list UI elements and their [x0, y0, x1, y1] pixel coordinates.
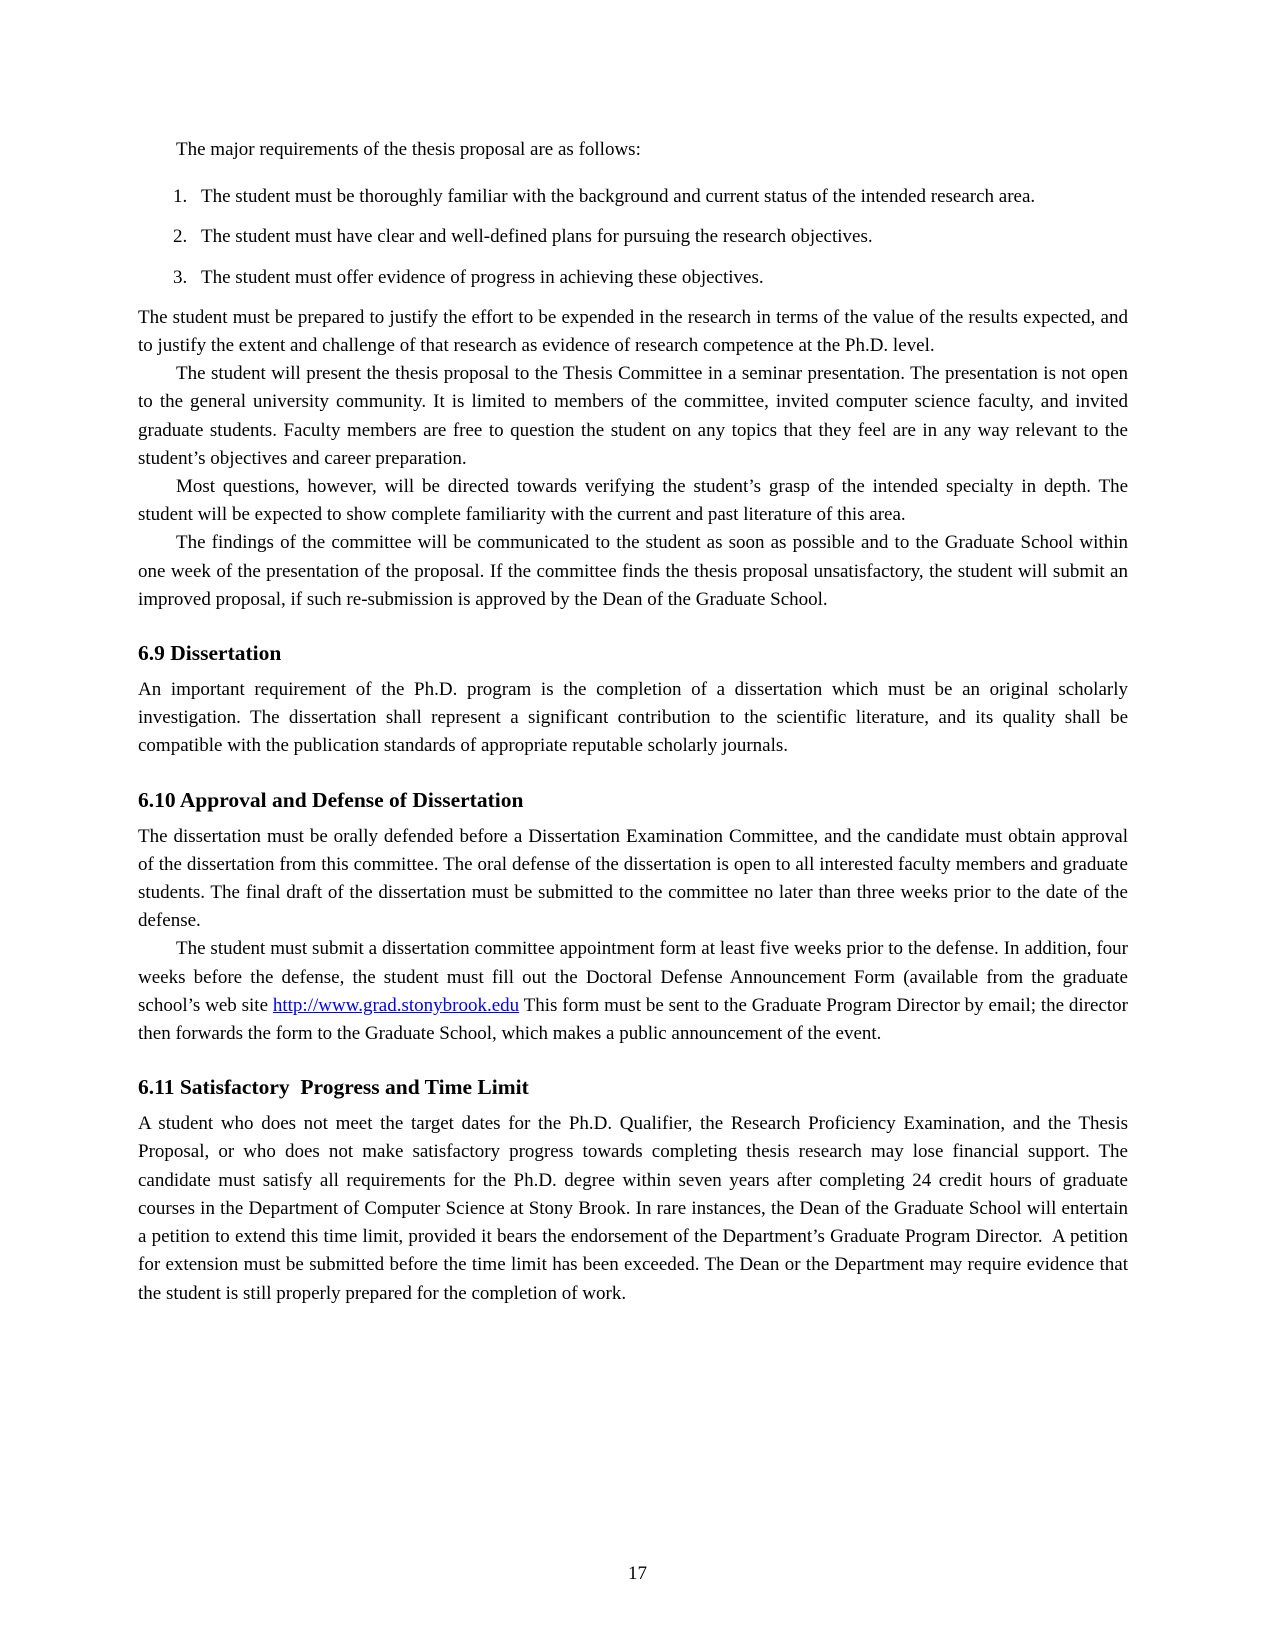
paragraph-satisfactory-progress: A student who does not meet the target dates for the Ph.D. Qualifier, the Research Proficiency Examination, and the Thesis Proposal, or who does not make satisfactory progress towards completing thesis research may lose financial support. The candidate must satisfy all requirements for the Ph.D. degree within seven years after completing 24 credit hours of graduate courses in the Department of Computer Science at Stony Brook. In rare instances, the Dean of the Graduate School will entertain a petition to extend this time limit, provided it bears the endorsement of the Department’s Graduate Program Director. A petition for extension must be submitted before the time limit has been exceeded. The Dean or the Department may require evidence that the student is still properly prepared for the completion of work. — [138, 1113, 1133, 1304]
section-6-10-approval-defense — [138, 785, 1133, 1049]
list-item — [138, 183, 1128, 211]
list-item-number: 2. — [173, 226, 188, 248]
section-heading-6-9: 6.9 Dissertation — [138, 641, 282, 666]
list-item-number: 3. — [173, 266, 188, 288]
grad-school-link[interactable]: http://www.grad.stonybrook.edu — [272, 994, 520, 1016]
intro-paragraph: The major requirements of the thesis proposal are as follows: — [176, 139, 641, 160]
list-item — [138, 223, 1128, 251]
section-6-9-dissertation — [138, 638, 1133, 761]
list-item — [138, 264, 1128, 292]
section-heading-6-10: 6.10 Approval and Defense of Dissertation — [138, 787, 524, 812]
paragraph-defense-announcement — [138, 935, 1133, 1048]
section-heading-6-11: 6.11 Satisfactory Progress and Time Limit — [138, 1075, 529, 1100]
page-content — [138, 136, 1133, 1308]
list-item-number: 1. — [173, 186, 188, 208]
thesis-proposal-requirements-list — [138, 183, 1128, 292]
paragraph-oral-defense: The dissertation must be orally defended before a Dissertation Examination Committee, and the candidate must obtain approval of the dissertation from this committee. The oral defense of the dissertation is open to all interested faculty members and graduate students. The final draft of the dissertation must be submitted to the committee no later than three weeks prior to the date of the defense. — [138, 825, 1133, 932]
paragraph-committee-findings: The findings of the committee will be communicated to the student as soon as possible and to the Graduate School within one week of the presentation of the proposal. If the committee finds the thesis proposal unsatisfactory, the student will submit an improved proposal, if such re-submission is approved by the Dean of the Graduate School. — [138, 532, 1133, 610]
paragraph-committee-questions: Most questions, however, will be directed towards verifying the student’s grasp of the intended specialty in depth. The student will be expected to show complete familiarity with the current and past literature of this area. — [138, 476, 1133, 526]
list-item-text: The student must offer evidence of progress in achieving these objectives. — [201, 266, 764, 288]
list-item-text: The student must be thoroughly familiar with the background and current status of the intended research area. — [201, 186, 1036, 208]
list-item-text: The student must have clear and well-defined plans for pursuing the research objectives. — [201, 226, 873, 248]
paragraph-text-after-link: This form must be sent to the Graduate Program Director by email; the director then forwards the form to the Graduate School, which makes a public announcement of the event. — [138, 994, 1133, 1045]
section-6-11-progress-time-limit — [138, 1072, 1133, 1307]
paragraph-dissertation-requirement: An important requirement of the Ph.D. program is the completion of a dissertation which must be an original scholarly investigation. The dissertation shall represent a significant contribution to the scientific literature, and its quality shall be compatible with the publication standards of appropriate reputable scholarly journals. — [138, 679, 1133, 757]
paragraph-justify-research: The student must be prepared to justify the effort to be expended in the research in terms of the value of the results expected, and to justify the extent and challenge of that research as evidence of research competence at the Ph.D. level. — [138, 306, 1133, 357]
page-number: 17 — [628, 1563, 647, 1584]
paragraph-seminar-presentation: The student will present the thesis proposal to the Thesis Committee in a seminar presentation. The presentation is not open to the general university community. It is limited to members of the committee, invited computer science faculty, and invited graduate students. Faculty members are free to question the student on any topics that they feel are in any way relevant to the student’s objectives and career preparation. — [138, 363, 1133, 469]
paragraph-text-before-link: The student must submit a dissertation committee appointment form at least five weeks prior to the defense. In addition, four weeks before the defense, the student must fill out the Doctoral Defense Announcement Form (available from the graduate school’s web site — [138, 938, 1133, 1016]
